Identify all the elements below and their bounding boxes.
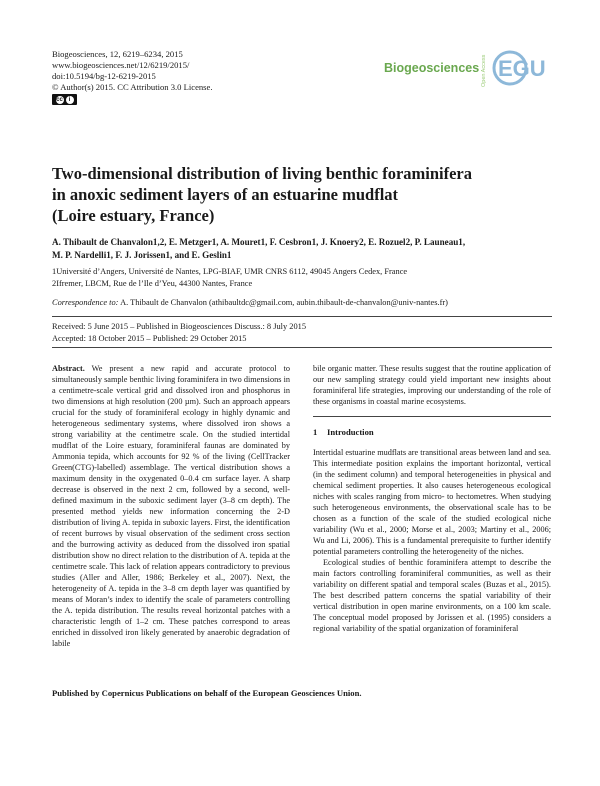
title-line: Two-dimensional distribution of living benthic foraminifera [52,164,473,183]
journal-brand: Biogeosciences [384,61,480,75]
divider [52,347,552,348]
paper-title [52,163,552,226]
journal-line: Biogeosciences, 12, 6219–6234, 2015 [52,49,183,59]
abstract-column [52,364,290,650]
publication-dates [52,321,552,344]
title-line: in anoxic sediment layers of an estuarine mudflat [52,185,399,204]
correspondence-text[interactable]: A. Thibault de Chanvalon (athibaultdc@gmail.com, aubin.thibault-de-chanvalon@univ-nantes.fr) [118,298,448,307]
divider [52,316,552,317]
accepted-line: Accepted: 18 October 2015 – Published: 29 October 2015 [52,333,247,343]
section-heading [313,427,551,438]
received-line: Received: 5 June 2015 – Published in Biogeosciences Discuss.: 8 July 2015 [52,322,307,331]
title-line: (Loire estuary, France) [52,206,215,225]
cc-by-license-icon[interactable]: cc i [52,94,77,105]
author-list [52,236,552,262]
section-title: Introduction [327,426,374,437]
abstract-tail: bile organic matter. These results suggest that the routine application of our new sampling strategy could yield important new insights about foraminiferal life strategies, improving our understanding of the role of these organisms in coastal marine ecosystems. [313,364,551,406]
affiliations [52,266,552,290]
doi-line[interactable]: doi:10.5194/bg-12-6219-2015 [52,71,156,81]
intro-paragraph-1: Intertidal estuarine mudflats are transitional areas between land and sea. This intermediate position explains the important horizontal, vertical (in the sediment column) and temporal heterogeneities in physical and chemical sediment properties. It also causes heterogeneous ecological niches with scales ranging from micro- to hectometres. When studying such heterogeneous environments, the observational scale has to be chosen as a function of the scale of the studied ecological niche variability (Wu et al., 2000; Morse et al., 2003; Martiny et al., 2006; Wu and Li, 2006). This is a fundamental prerequisite to further identify potential parameters controlling the heterogeneity of the niches. [313,447,551,556]
author-line: A. Thibault de Chanvalon1,2, E. Metzger1, A. Mouret1, F. Cesbron1, J. Knoery2, E. Rozuel2, P. Launeau1, [52,237,466,247]
svg-text:EGU: EGU [498,56,546,81]
section-number: 1 [313,426,318,437]
publisher-footer: Published by Copernicus Publications on behalf of the European Geosciences Union. [52,688,362,698]
correspondence-label: Correspondence to: [52,298,119,307]
author-line: M. P. Nardelli1, F. J. Jorissen1, and E. Geslin1 [52,250,232,260]
citation-block [52,49,372,93]
affiliation: 1Université d’Angers, Université de Nantes, LPG-BIAF, UMR CNRS 6112, 49045 Angers Cedex, France [52,267,408,276]
intro-paragraph-2: Ecological studies of benthic foraminifera attempt to describe the main factors controlling foraminiferal communities, as well as their variability on different spatial and temporal scales (Buzas et al., 2015). The best described pattern concerns the spatial variability of their vertical distribution in open marine environments, on a 100 km scale. The conceptual model proposed by Jorissen et al. (1995) considers a regional variability of the spatial organization of foraminiferal [313,557,551,633]
correspondence [52,297,552,309]
divider [313,416,551,417]
abstract-text: We present a new rapid and accurate protocol to simultaneously sample benthic living foraminifera in two dimensions in a centimetre-scale vertical grid and dissolved iron and phosphorus in two dimensions at high resolution (200 µm). Such an approach appears crucial for the study of foraminiferal ecology in highly dynamic and heterogeneous sedimentary systems, where dissolved iron shows a strong variability at the centimetre scale. On the studied intertidal mudflat of the Loire estuary, foraminiferal faunas are dominated by Ammonia tepida, which accounts for 92 % of the living (CellTracker Green(CTG)-labelled) assemblage. The vertical distribution shows a maximum density in the oxygenated 0–0.4 cm surface layer. A sharp decrease is observed in the next 2 cm, followed by a second, well-defined maximum in the suboxic sediment layer (3–8 cm depth). The presented method yields new information concerning the 2-D distribution of living A. tepida in suboxic layers. First, the identification of recent burrows by visual observation of the sediment cross section and the burrowing activity as deduced from the dissolved iron spatial distribution show no direct relation to the distribution of A. tepida at the centimetre scale. This lack of relation appears contradictory to previous studies (Aller and Aller, 1986; Berkeley et al., 2007). Next, the heterogeneity of A. tepida in the 3–8 cm depth layer was quantified by means of Moran’s index to identify the scale of parameters controlling the A. tepida distribution. The results reveal horizontal patches with a characteristic length of 1–2 cm. These patches correspond to areas enriched in dissolved iron likely generated by anaerobic degradation of labile [52,364,290,648]
abstract-label: Abstract. [52,364,85,373]
right-column [313,364,551,635]
affiliation: 2Ifremer, LBCM, Rue de l’Ile d’Yeu, 44300 Nantes, France [52,279,253,288]
url-line[interactable]: www.biogeosciences.net/12/6219/2015/ [52,60,190,70]
open-access-label: Open Access [481,54,487,88]
license-line: © Author(s) 2015. CC Attribution 3.0 License. [52,82,213,92]
abstract-paragraph [52,364,290,650]
egu-logo [491,49,553,87]
